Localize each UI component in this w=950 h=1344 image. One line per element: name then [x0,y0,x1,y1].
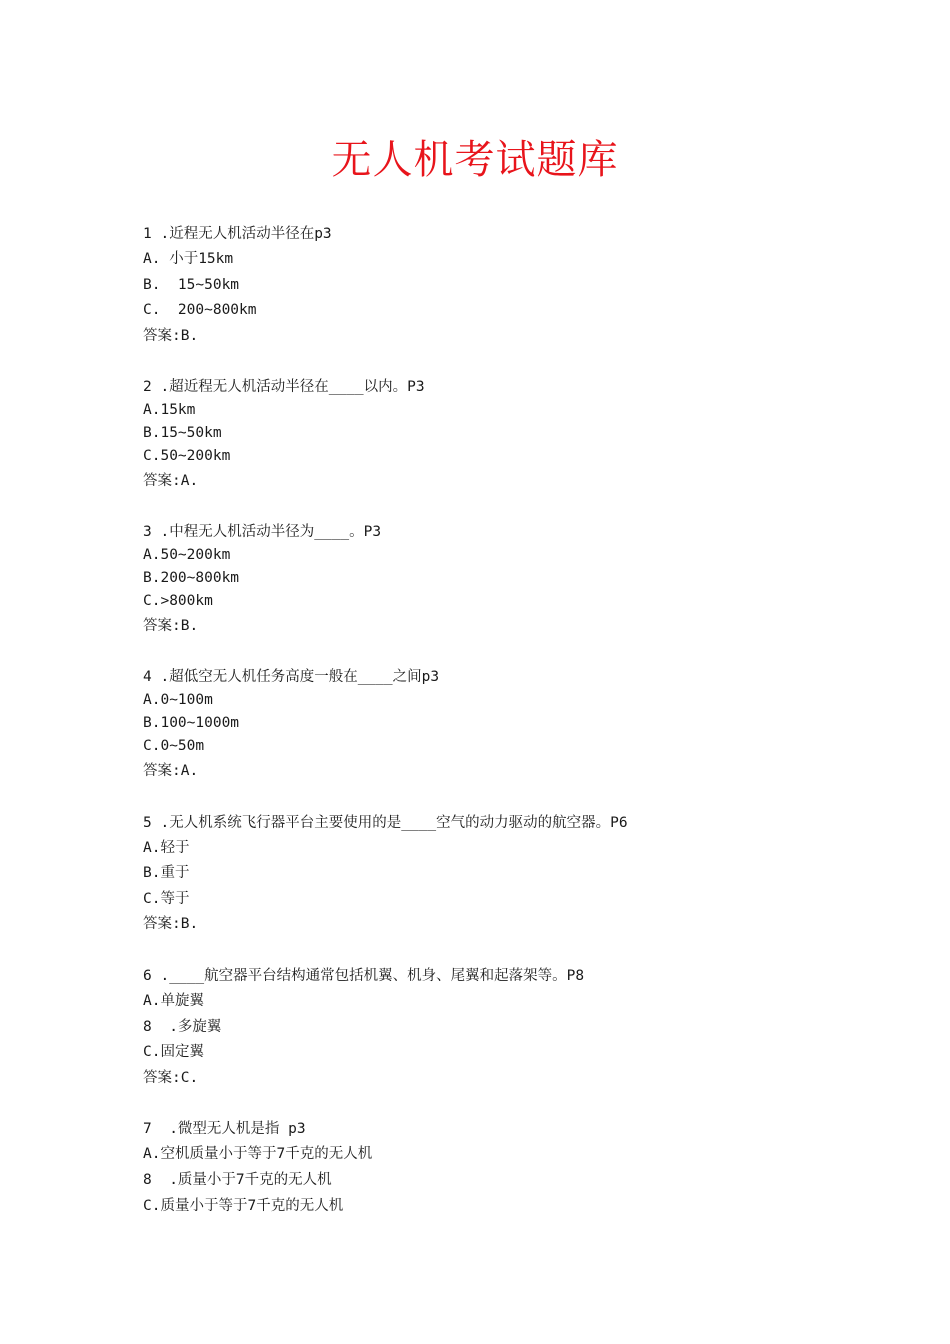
question-1-option-a: A. 小于15km [143,251,234,267]
question-6-answer: 答案:C. [143,1070,199,1086]
question-6-stem: 6 .____航空器平台结构通常包括机翼、机身、尾翼和起落架等。P8 [143,968,585,984]
question-2-option-b: B.15~50km [143,425,222,441]
question-3-answer: 答案:B. [143,618,199,634]
question-7-option-c: C.质量小于等于7千克的无人机 [143,1198,344,1214]
question-5-answer: 答案:B. [143,916,199,932]
document-title: 无人机考试题库 [331,137,619,183]
question-4-option-c: C.0~50m [143,738,205,754]
question-5-option-a: A.轻于 [143,840,190,856]
question-7-stem: 7 .微型无人机是指 p3 [143,1121,306,1137]
question-4-answer: 答案:A. [143,763,199,779]
question-6-option-b: 8 .多旋翼 [143,1019,222,1035]
question-5-option-c: C.等于 [143,891,190,907]
question-1-stem: 1 .近程无人机活动半径在p3 [143,226,332,242]
question-4-stem: 4 .超低空无人机任务高度一般在____之间p3 [143,669,440,685]
question-3-option-b: B.200~800km [143,570,240,586]
question-7-option-b: 8 .质量小于7千克的无人机 [143,1172,332,1188]
question-4-option-b: B.100~1000m [143,715,240,731]
question-6-option-a: A.单旋翼 [143,993,204,1009]
question-4-option-a: A.0~100m [143,692,213,708]
question-3-option-a: A.50~200km [143,547,231,563]
question-1-option-c: C. 200~800km [143,302,257,318]
question-5-stem: 5 .无人机系统飞行器平台主要使用的是____空气的动力驱动的航空器。P6 [143,815,628,831]
question-2-stem: 2 .超近程无人机活动半径在____以内。P3 [143,379,425,395]
question-7-option-a: A.空机质量小于等于7千克的无人机 [143,1146,373,1162]
question-3-stem: 3 .中程无人机活动半径为____。P3 [143,524,382,540]
question-3-option-c: C.>800km [143,593,213,609]
question-6-option-c: C.固定翼 [143,1044,204,1060]
question-5-option-b: B.重于 [143,865,190,881]
question-2-answer: 答案:A. [143,473,199,489]
question-1-option-b: B. 15~50km [143,277,240,293]
question-1-answer: 答案:B. [143,328,199,344]
question-2-option-a: A.15km [143,402,196,418]
question-2-option-c: C.50~200km [143,448,231,464]
